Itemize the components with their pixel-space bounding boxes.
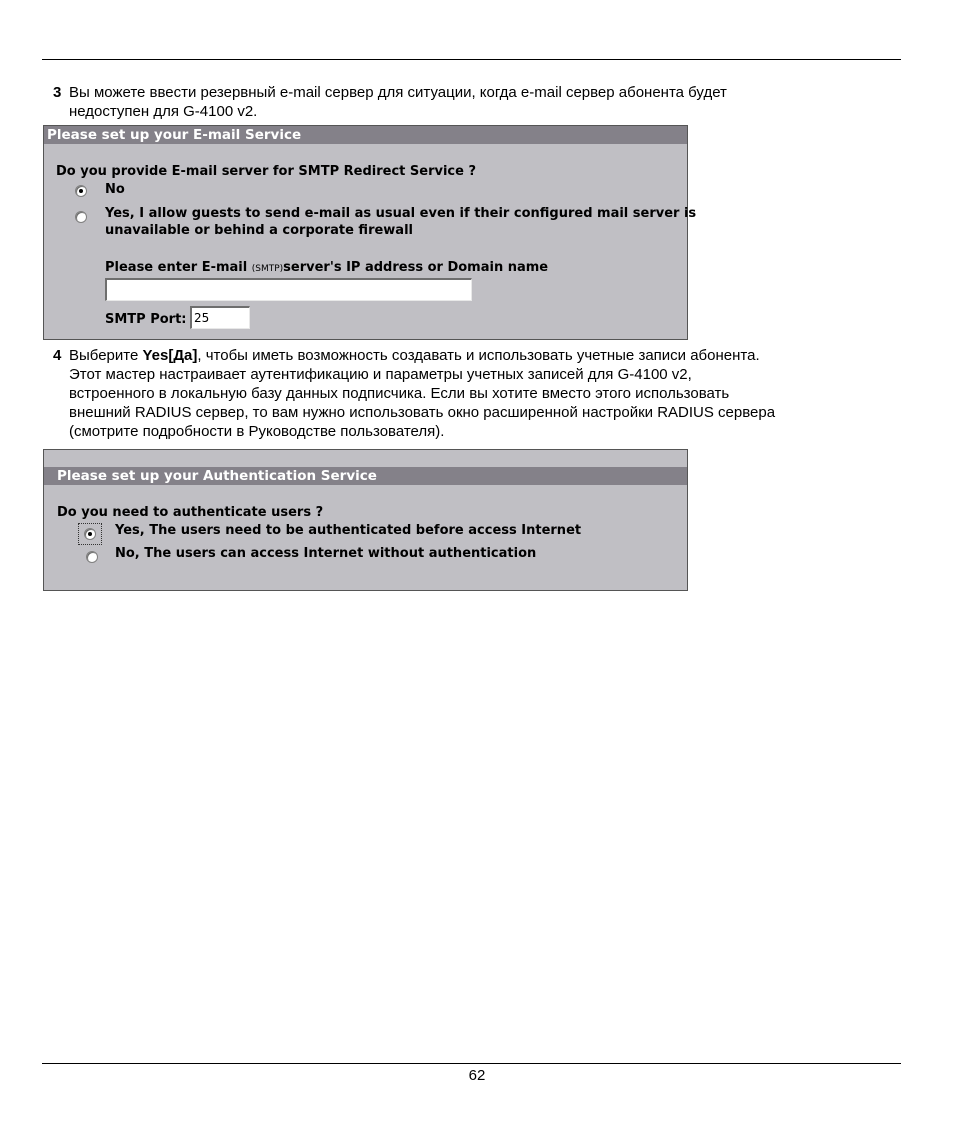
radio-auth-no[interactable] — [86, 551, 98, 563]
page-number: 62 — [468, 1067, 486, 1084]
radio-auth-yes-label: Yes, The users need to be authenticated before access Internet — [115, 523, 582, 538]
step-4-line-4: внешний RADIUS сервер, то вам нужно использовать окно расширенной настройки RADIUS сервера — [69, 404, 776, 421]
smtp-port-label: SMTP Port: — [105, 312, 187, 327]
email-service-panel — [43, 125, 697, 340]
smtp-server-input[interactable] — [105, 278, 472, 301]
step-4-line-1 — [69, 346, 775, 365]
radio-smtp-yes[interactable] — [75, 211, 87, 223]
step-4-line-5: (смотрите подробности в Руководстве пользователя). — [69, 423, 445, 440]
email-panel-title-bar — [44, 126, 687, 144]
radio-smtp-no-label: No — [105, 182, 125, 197]
smtp-question: Do you provide E-mail server for SMTP Redirect Service ? — [56, 164, 477, 179]
smtp-server-label-suffix: server's IP address or Domain name — [283, 260, 549, 275]
email-panel-title: Please set up your E-mail Service — [47, 127, 302, 143]
auth-panel-title: Please set up your Authentication Service — [57, 468, 377, 484]
auth-question: Do you need to authenticate users ? — [57, 505, 324, 520]
smtp-server-label-small: (SMTP) — [251, 264, 284, 274]
step-4-line-1-pre: Выберите — [69, 347, 143, 364]
step-3-line-2: недоступен для G-4100 v2. — [69, 103, 258, 120]
radio-smtp-yes-label-1: Yes, I allow guests to send e-mail as usual even if their configured mail server is — [105, 206, 697, 221]
auth-panel-title-bar — [44, 467, 687, 485]
step-4-text — [53, 346, 776, 441]
smtp-port-input[interactable] — [190, 306, 250, 329]
step-4-yes-label: Yes[Да] — [142, 347, 198, 364]
smtp-server-label — [105, 260, 548, 275]
radio-auth-yes[interactable] — [84, 528, 96, 540]
step-4-number: 4 — [53, 347, 62, 364]
radio-smtp-yes-label-2: unavailable or behind a corporate firewall — [105, 223, 413, 238]
smtp-server-label-prefix: Please enter E-mail — [105, 260, 252, 275]
radio-smtp-no[interactable] — [75, 185, 87, 197]
radio-auth-no-label: No, The users can access Internet without authentication — [115, 546, 537, 561]
step-4-line-3: встроенного в локальную базу данных подписчика. Если вы хотите вместо этого использовать — [69, 385, 730, 402]
step-4-line-1-post: , чтобы иметь возможность создавать и использовать учетные записи абонента. — [197, 347, 760, 364]
step-4-line-2: Этот мастер настраивает аутентификацию и параметры учетных записей для G-4100 v2, — [69, 366, 692, 383]
bottom-rule — [42, 1063, 901, 1064]
step-3-number: 3 — [53, 84, 62, 101]
step-3-line-1: Вы можете ввести резервный e-mail сервер для ситуации, когда e-mail сервер абонента будет — [69, 84, 727, 101]
auth-service-panel — [43, 449, 688, 591]
top-rule — [42, 59, 901, 60]
step-3-text — [53, 83, 727, 121]
